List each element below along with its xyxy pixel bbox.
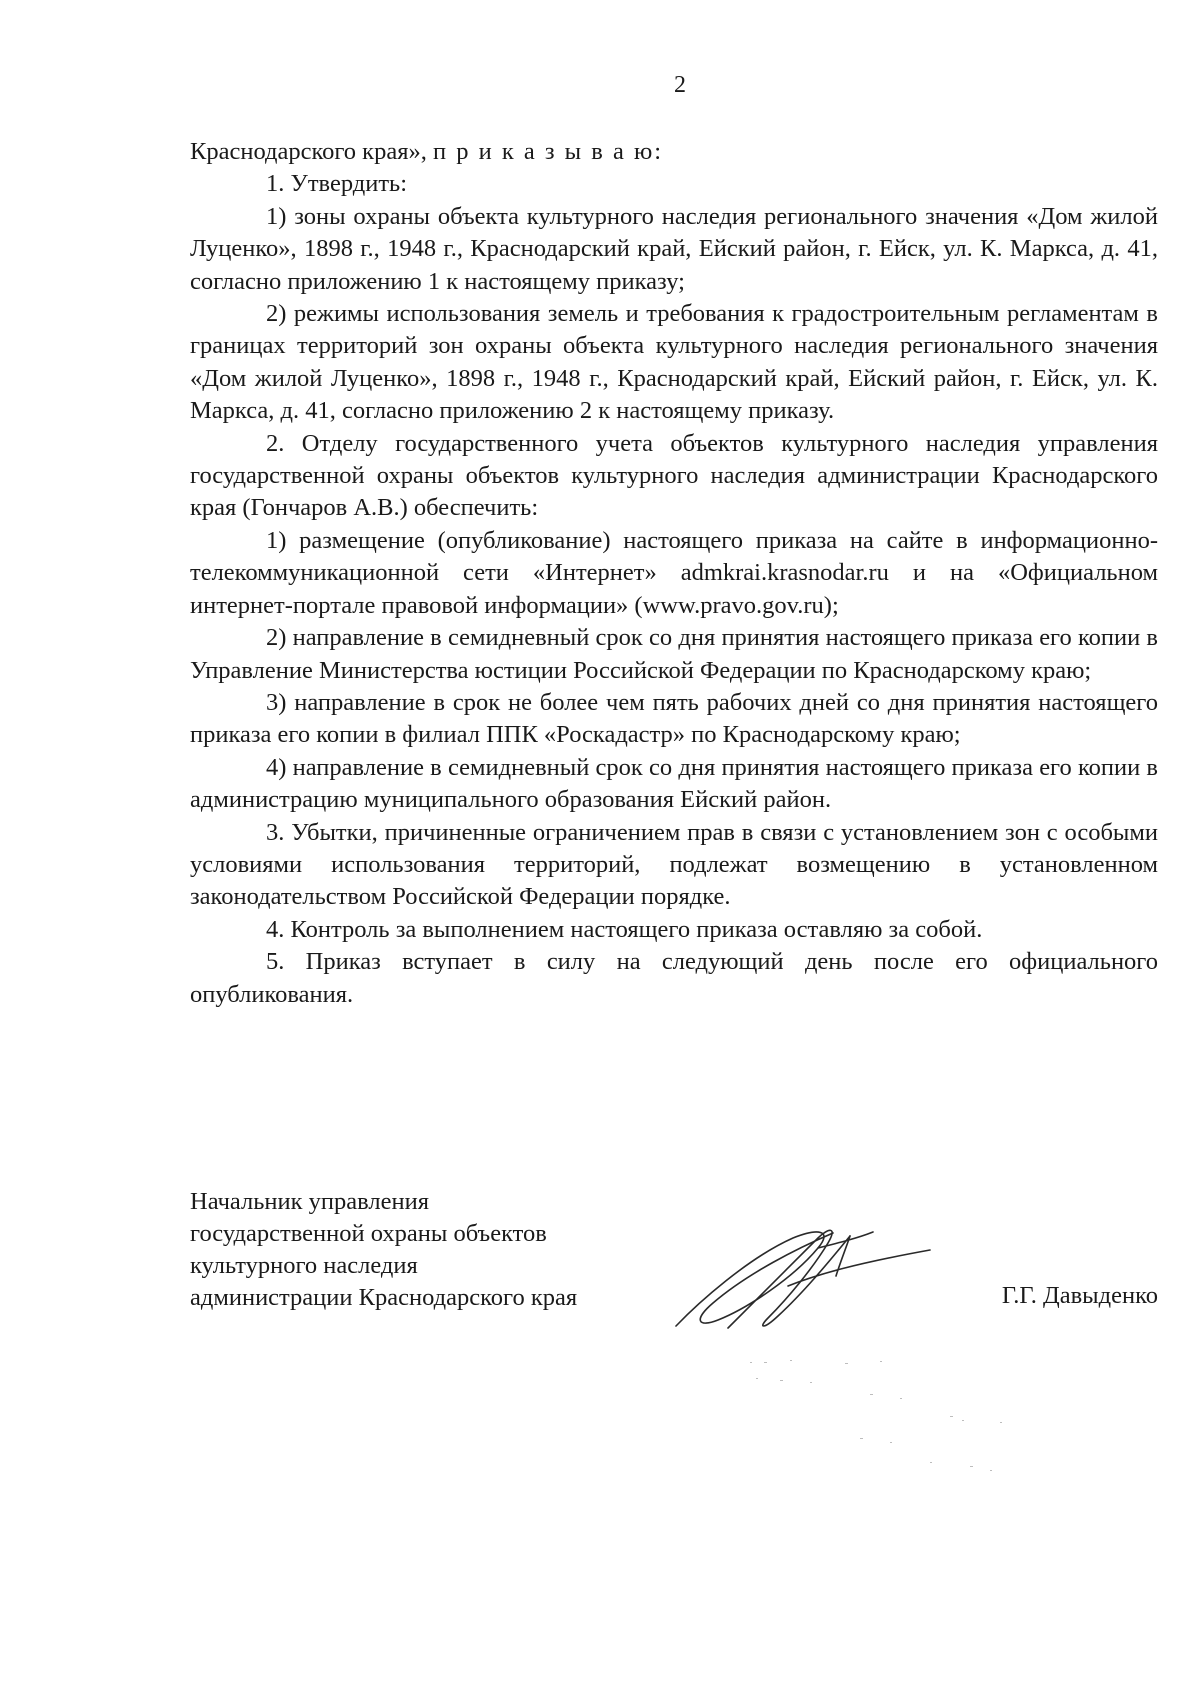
handwritten-signature [668, 1208, 938, 1343]
signatory-title-line: Начальник управления [190, 1188, 429, 1215]
paragraph-item-2-1: 1) размещение (опубликование) настоящего приказа на сайте в информационно-телекоммуникационной сети «Интернет» admkrai.krasnodar.ru и на «Официальном интернет-портале правовой информации» (www.pravo.gov.ru); [190, 526, 1158, 619]
order-word: п р и к а з ы в а ю [432, 138, 655, 165]
preamble-colon: : [654, 138, 662, 165]
page-number: 2 [674, 72, 686, 98]
paragraph-item-2: 2. Отделу государственного учета объектов культурного наследия управления государственной охраны объектов культурного наследия администрации Краснодарского края (Гончаров А.В.) обеспечить: [190, 429, 1158, 522]
paragraph-item-5: 5. Приказ вступает в силу на следующий день после его официального опубликования. [190, 948, 1158, 1008]
paragraph-item-1: 1. Утвердить: [266, 170, 408, 198]
faint-scan-marks [750, 1358, 1050, 1508]
paragraph-item-1-2: 2) режимы использования земель и требования к градостроительным регламентам в границах территорий зон охраны объекта культурного наследия регионального значения «Дом жилой Луценко», 1898 г., 1948 г., Краснодарский край, Ейский район, г. Ейск, ул. К. Маркса, д. 41, согласно приложению 2 к настоящему приказу. [190, 300, 1158, 425]
paragraph-preamble-end [190, 136, 1158, 168]
paragraph-item-2-2: 2) направление в семидневный срок со дня принятия настоящего приказа его копии в Управление Министерства юстиции Российской Федерации по Краснодарскому краю; [190, 624, 1158, 684]
paragraph-item-3: 3. Убытки, причиненные ограничением прав в связи с установлением зон с особыми условиями использования территорий, подлежат возмещению в установленном законодательством Российской Федерации порядке. [190, 818, 1158, 911]
paragraph-item-2-3: 3) направление в срок не более чем пять рабочих дней со дня принятия настоящего приказа его копии в филиал ППК «Роскадастр» по Краснодарскому краю; [190, 688, 1158, 749]
signatory-title-line: государственной охраны объектов [190, 1220, 547, 1247]
signatory-title-line: культурного наследия [190, 1252, 418, 1279]
paragraph-item-4: 4. Контроль за выполнением настоящего приказа оставляю за собой. [266, 915, 983, 943]
signatory-title [190, 1186, 577, 1314]
signatory-title-line: администрации Краснодарского края [190, 1284, 578, 1311]
document-body [190, 136, 1158, 1011]
paragraph-item-2-4: 4) направление в семидневный срок со дня принятия настоящего приказа его копии в администрацию муниципального образования Ейский район. [190, 753, 1158, 814]
paragraph-item-1-1: 1) зоны охраны объекта культурного наследия регионального значения «Дом жилой Луценко», 1898 г., 1948 г., Краснодарский край, Ейский район, г. Ейск, ул. К. Маркса, д. 41, согласно приложению 1 к настоящему приказу; [190, 202, 1158, 295]
preamble-text: Краснодарского края», [190, 138, 433, 165]
signatory-name: Г.Г. Давыденко [1001, 1282, 1158, 1309]
